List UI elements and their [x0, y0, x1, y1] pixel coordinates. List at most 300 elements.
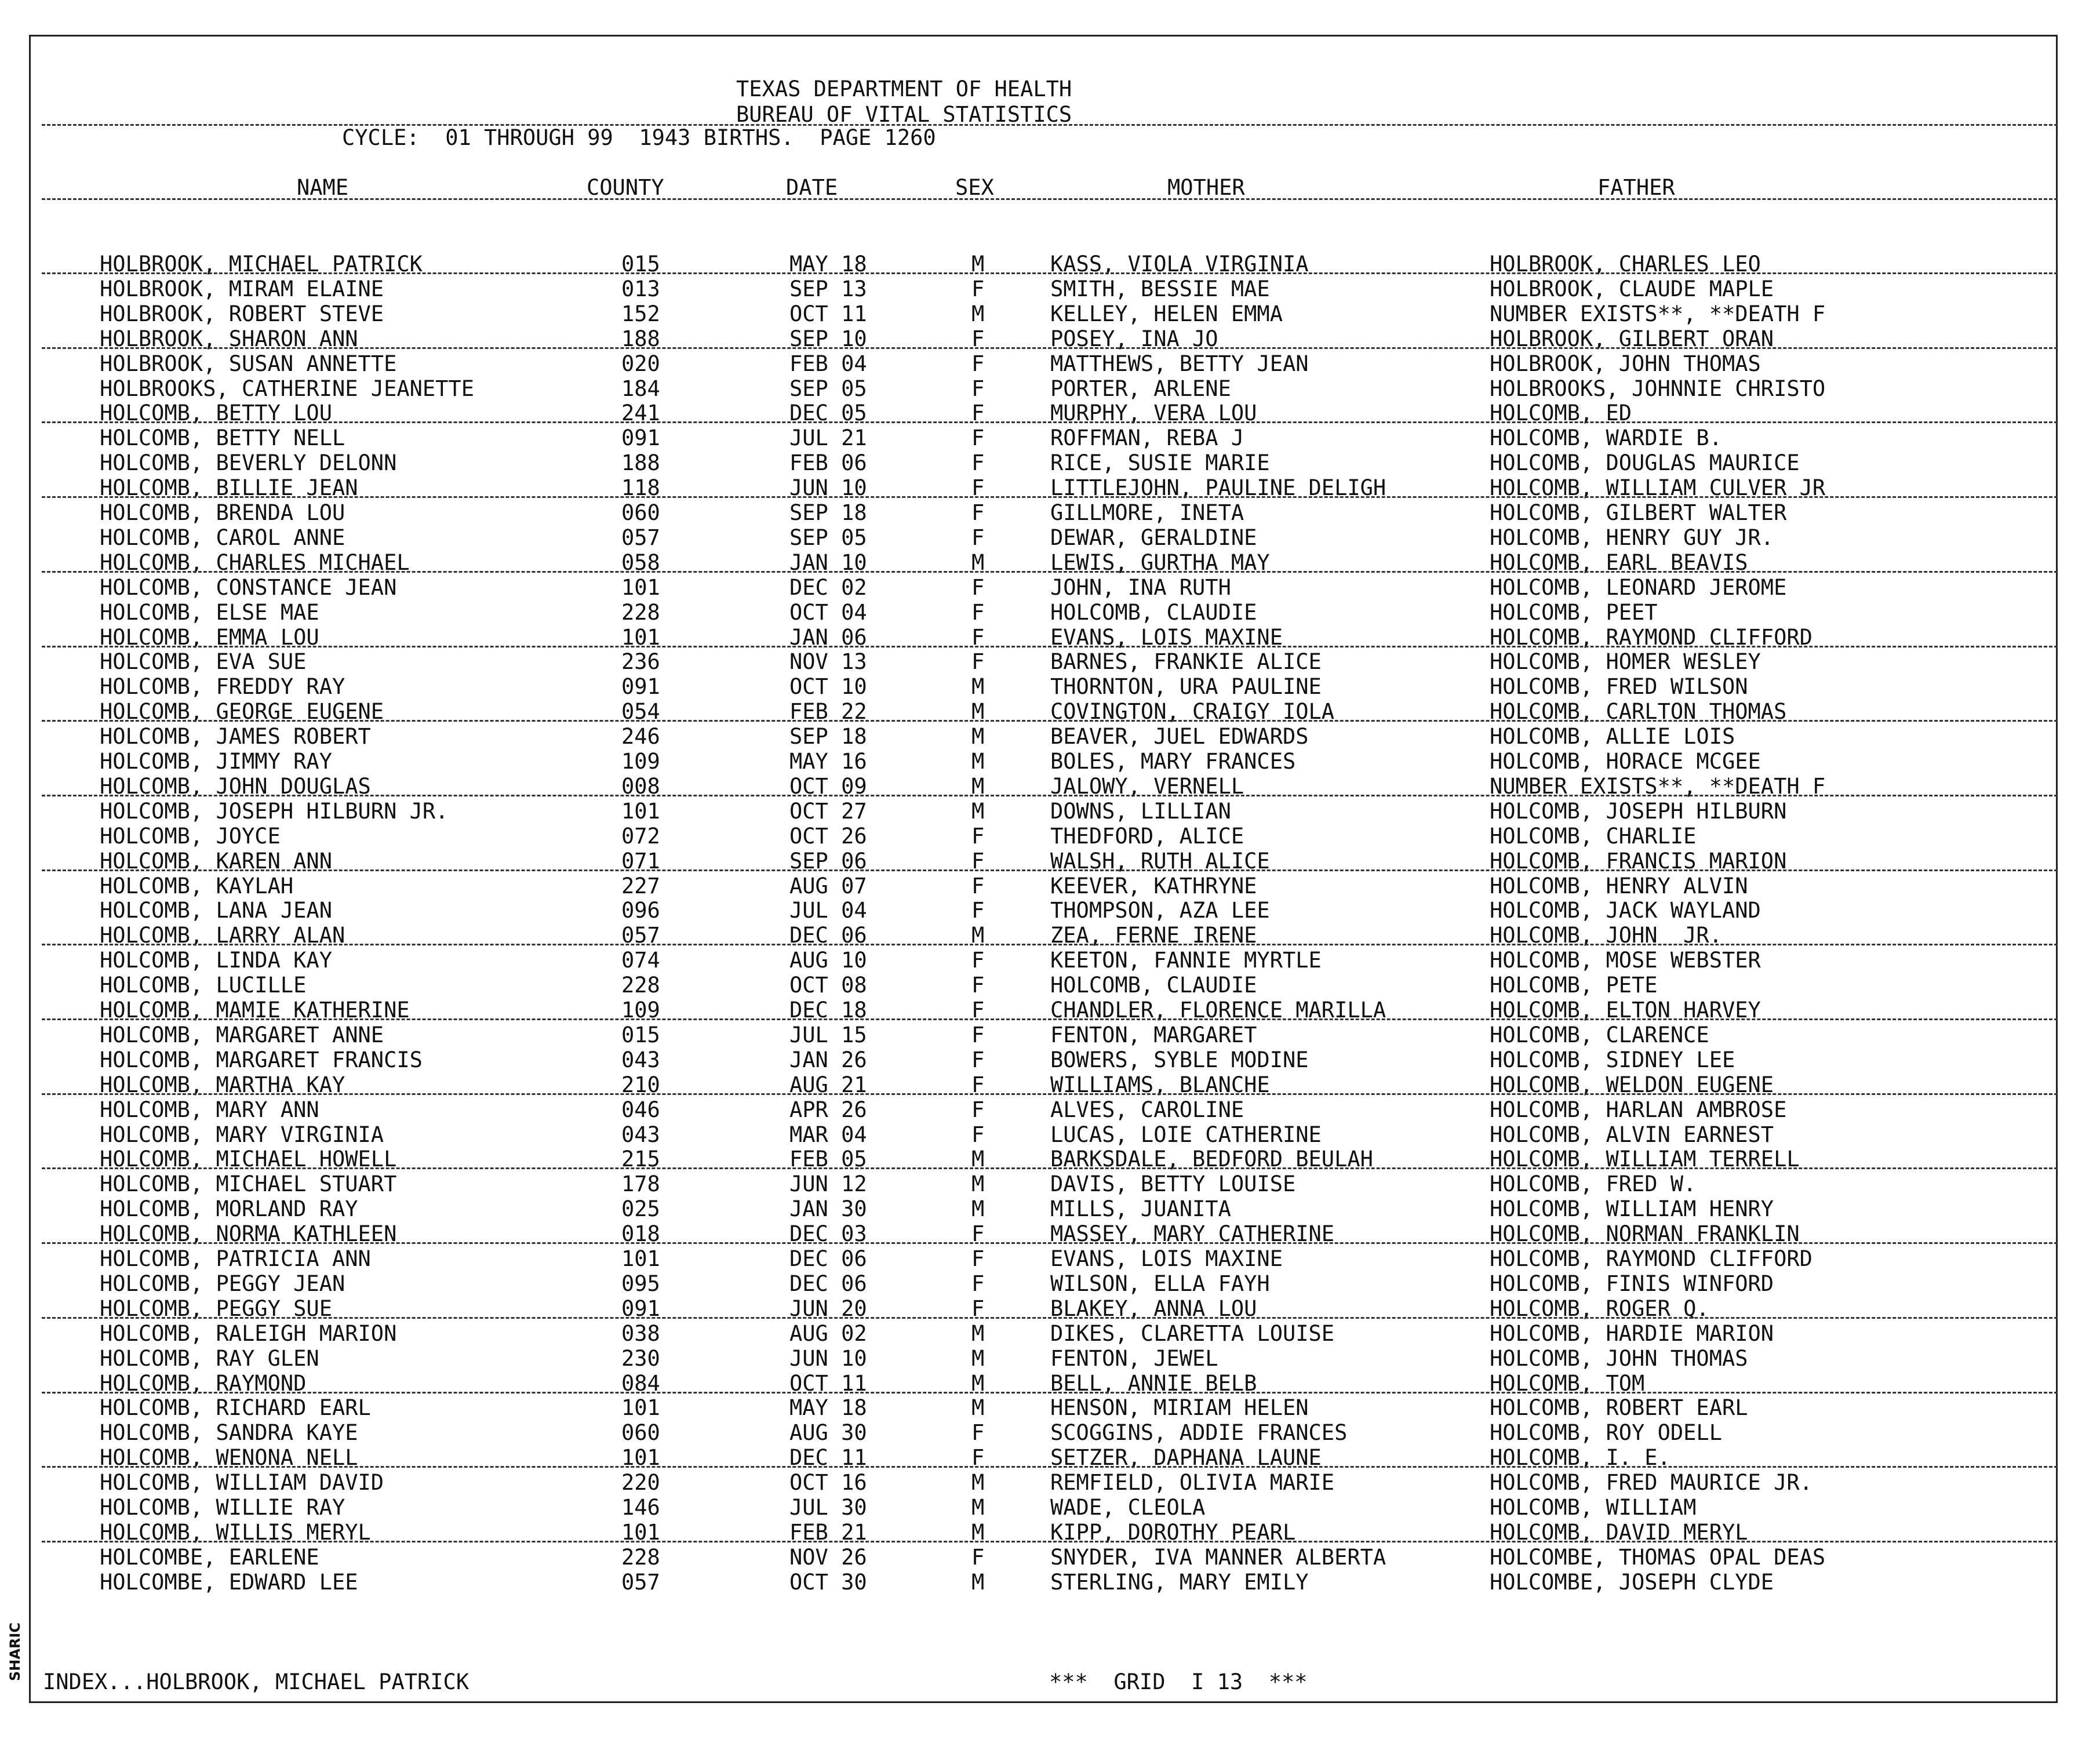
cell-date: OCT 10 — [789, 674, 867, 700]
cell-mother: MASSEY, MARY CATHERINE — [1050, 1221, 1335, 1247]
cell-mother: BLAKEY, ANNA LOU — [1050, 1296, 1257, 1321]
cell-mother: BARKSDALE, BEDFORD BEULAH — [1050, 1147, 1373, 1172]
cell-county: 096 — [621, 898, 660, 923]
cell-mother: POSEY, INA JO — [1050, 326, 1218, 351]
cell-father: NUMBER EXISTS**, **DEATH F — [1490, 773, 1826, 799]
cell-name: HOLCOMB, BETTY LOU — [100, 401, 332, 426]
cell-county: 057 — [621, 1569, 660, 1595]
cell-name: HOLCOMB, CAROL ANNE — [100, 525, 345, 550]
cell-father: HOLCOMB, SIDNEY LEE — [1490, 1047, 1735, 1072]
cell-mother: KEETON, FANNIE MYRTLE — [1050, 948, 1322, 973]
cell-county: 118 — [621, 475, 660, 501]
cell-date: MAY 16 — [789, 749, 867, 774]
cell-mother: HENSON, MIRIAM HELEN — [1050, 1395, 1309, 1421]
cell-date: DEC 11 — [789, 1445, 867, 1471]
cell-sex: F — [971, 326, 985, 351]
row-rule — [42, 795, 2058, 796]
cell-father: HOLBROOK, CHARLES LEO — [1490, 252, 1761, 277]
cell-father: HOLCOMB, ED — [1490, 401, 1632, 426]
cell-father: HOLCOMB, LEONARD JEROME — [1490, 574, 1787, 600]
cell-sex: M — [971, 773, 985, 799]
row-rule — [42, 1018, 2058, 1020]
cell-mother: DIKES, CLARETTA LOUISE — [1050, 1320, 1335, 1346]
cell-date: SEP 05 — [789, 376, 867, 401]
cell-father: HOLCOMB, FRED MAURICE JR. — [1490, 1470, 1813, 1496]
cell-mother: WILSON, ELLA FAYH — [1050, 1271, 1270, 1296]
cell-name: HOLCOMB, JIMMY RAY — [100, 749, 332, 774]
cell-county: 060 — [621, 1420, 660, 1446]
cell-name: HOLBROOK, SUSAN ANNETTE — [100, 351, 397, 376]
cell-county: 043 — [621, 1047, 660, 1072]
cell-name: HOLCOMB, PEGGY JEAN — [100, 1271, 345, 1296]
cell-county: 228 — [621, 599, 660, 625]
cell-name: HOLCOMB, BETTY NELL — [100, 425, 345, 451]
cell-sex: F — [971, 1072, 985, 1097]
cell-mother: EVANS, LOIS MAXINE — [1050, 624, 1283, 650]
cell-mother: SCOGGINS, ADDIE FRANCES — [1050, 1420, 1348, 1446]
cell-date: OCT 11 — [789, 1370, 867, 1396]
cell-sex: M — [971, 699, 985, 725]
cell-name: HOLCOMB, JAMES ROBERT — [100, 724, 371, 750]
cell-county: 228 — [621, 1544, 660, 1570]
cell-county: 058 — [621, 550, 660, 575]
cell-name: HOLCOMBE, EDWARD LEE — [100, 1569, 358, 1595]
cell-father: HOLCOMB, WARDIE B. — [1490, 425, 1722, 451]
cell-county: 008 — [621, 773, 660, 799]
cell-sex: F — [971, 351, 985, 376]
cell-county: 101 — [621, 1395, 660, 1421]
cell-mother: REMFIELD, OLIVIA MARIE — [1050, 1470, 1335, 1496]
cell-county: 230 — [621, 1345, 660, 1371]
row-rule — [42, 1242, 2058, 1244]
cell-name: HOLCOMB, LUCILLE — [100, 973, 307, 998]
cell-father: HOLBROOK, CLAUDE MAPLE — [1490, 276, 1774, 301]
cell-mother: THORNTON, URA PAULINE — [1050, 674, 1322, 700]
cell-sex: M — [971, 252, 985, 277]
cell-county: 071 — [621, 848, 660, 874]
cell-sex: M — [971, 1519, 985, 1545]
cell-father: HOLBROOK, JOHN THOMAS — [1490, 351, 1761, 376]
cell-date: DEC 06 — [789, 1246, 867, 1271]
cell-name: HOLCOMB, PATRICIA ANN — [100, 1246, 371, 1271]
cell-sex: M — [971, 1320, 985, 1346]
cell-sex: F — [971, 823, 985, 849]
cell-county: 241 — [621, 401, 660, 426]
cell-date: OCT 08 — [789, 973, 867, 998]
row-rule — [42, 272, 2058, 274]
cell-sex: M — [971, 923, 985, 948]
cell-date: JUN 10 — [789, 475, 867, 501]
cell-name: HOLCOMB, MARTHA KAY — [100, 1072, 345, 1097]
cell-name: HOLCOMB, MARGARET ANNE — [100, 1022, 384, 1047]
cell-name: HOLCOMB, EVA SUE — [100, 649, 307, 675]
cell-mother: BOWERS, SYBLE MODINE — [1050, 1047, 1309, 1072]
cell-date: SEP 18 — [789, 724, 867, 750]
cell-father: HOLCOMB, JOSEPH HILBURN — [1490, 798, 1787, 824]
cell-sex: F — [971, 998, 985, 1023]
cell-sex: M — [971, 1345, 985, 1371]
row-rule — [42, 646, 2058, 647]
cell-county: 101 — [621, 798, 660, 824]
cell-mother: BEAVER, JUEL EDWARDS — [1050, 724, 1309, 750]
cell-mother: WADE, CLEOLA — [1050, 1495, 1206, 1520]
cell-father: HOLCOMB, PETE — [1490, 973, 1658, 998]
cell-sex: M — [971, 724, 985, 750]
cell-father: HOLCOMB, CLARENCE — [1490, 1022, 1709, 1047]
cell-father: HOLCOMB, JOHN JR. — [1490, 923, 1722, 948]
cell-father: HOLCOMB, FRED WILSON — [1490, 674, 1748, 700]
cell-name: HOLCOMB, RAYMOND — [100, 1370, 307, 1396]
cell-date: DEC 06 — [789, 923, 867, 948]
cell-father: HOLCOMB, I. E. — [1490, 1445, 1670, 1471]
cell-mother: SMITH, BESSIE MAE — [1050, 276, 1270, 301]
cell-date: FEB 05 — [789, 1147, 867, 1172]
cell-date: DEC 02 — [789, 574, 867, 600]
cell-mother: HOLCOMB, CLAUDIE — [1050, 599, 1257, 625]
cell-mother: SETZER, DAPHANA LAUNE — [1050, 1445, 1322, 1471]
cell-sex: F — [971, 1271, 985, 1296]
cell-sex: F — [971, 1296, 985, 1321]
cell-mother: ROFFMAN, REBA J — [1050, 425, 1244, 451]
cell-father: HOLCOMB, HARLAN AMBROSE — [1490, 1097, 1787, 1122]
cell-name: HOLCOMB, MARY VIRGINIA — [100, 1122, 384, 1147]
cell-father: HOLCOMB, HENRY ALVIN — [1490, 873, 1748, 898]
cell-date: OCT 09 — [789, 773, 867, 799]
cell-date: FEB 22 — [789, 699, 867, 725]
cell-father: HOLCOMB, NORMAN FRANKLIN — [1490, 1221, 1800, 1247]
cell-father: HOLCOMB, ELTON HARVEY — [1490, 998, 1761, 1023]
cell-sex: F — [971, 1246, 985, 1271]
cell-sex: F — [971, 1544, 985, 1570]
row-rule — [42, 1541, 2058, 1542]
cell-father: HOLCOMB, HARDIE MARION — [1490, 1320, 1774, 1346]
cell-date: DEC 06 — [789, 1271, 867, 1296]
row-rule — [42, 421, 2058, 423]
cell-sex: F — [971, 1420, 985, 1446]
header-title: TEXAS DEPARTMENT OF HEALTH — [736, 77, 1072, 101]
cell-father: HOLCOMB, RAYMOND CLIFFORD — [1490, 1246, 1813, 1271]
cell-father: HOLCOMB, CARLTON THOMAS — [1490, 699, 1787, 725]
cell-county: 109 — [621, 998, 660, 1023]
cell-sex: F — [971, 1047, 985, 1072]
cell-sex: F — [971, 500, 985, 525]
cell-date: FEB 04 — [789, 351, 867, 376]
cell-sex: M — [971, 1395, 985, 1421]
cell-mother: FENTON, JEWEL — [1050, 1345, 1218, 1371]
cell-county: 038 — [621, 1320, 660, 1346]
cell-sex: M — [971, 674, 985, 700]
cell-date: JUN 10 — [789, 1345, 867, 1371]
cell-sex: F — [971, 525, 985, 550]
cell-date: DEC 03 — [789, 1221, 867, 1247]
cell-county: 101 — [621, 1519, 660, 1545]
cell-county: 084 — [621, 1370, 660, 1396]
cell-date: NOV 13 — [789, 649, 867, 675]
cell-county: 101 — [621, 1445, 660, 1471]
cell-county: 015 — [621, 252, 660, 277]
cell-sex: M — [971, 1196, 985, 1222]
cell-county: 074 — [621, 948, 660, 973]
row-rule — [42, 720, 2058, 722]
cell-name: HOLCOMB, MICHAEL HOWELL — [100, 1147, 397, 1172]
cell-mother: FENTON, MARGARET — [1050, 1022, 1257, 1047]
cell-sex: M — [971, 1495, 985, 1520]
cell-county: 060 — [621, 500, 660, 525]
cell-mother: THOMPSON, AZA LEE — [1050, 898, 1270, 923]
cell-date: JUL 30 — [789, 1495, 867, 1520]
cell-date: JAN 30 — [789, 1196, 867, 1222]
cell-sex: M — [971, 1147, 985, 1172]
cell-name: HOLCOMB, MICHAEL STUART — [100, 1172, 397, 1197]
cell-date: AUG 30 — [789, 1420, 867, 1446]
cell-father: HOLCOMBE, THOMAS OPAL DEAS — [1490, 1544, 1826, 1570]
cell-mother: DAVIS, BETTY LOUISE — [1050, 1172, 1296, 1197]
cell-name: HOLBROOK, SHARON ANN — [100, 326, 358, 351]
cell-father: HOLCOMB, JACK WAYLAND — [1490, 898, 1761, 923]
cell-sex: F — [971, 973, 985, 998]
cell-mother: DOWNS, LILLIAN — [1050, 798, 1231, 824]
cell-father: HOLCOMB, HOMER WESLEY — [1490, 649, 1761, 675]
row-rule — [42, 870, 2058, 871]
cell-date: SEP 10 — [789, 326, 867, 351]
cell-sex: F — [971, 948, 985, 973]
cell-county: 043 — [621, 1122, 660, 1147]
cell-name: HOLCOMB, RICHARD EARL — [100, 1395, 371, 1421]
cell-date: FEB 06 — [789, 450, 867, 476]
cell-mother: STERLING, MARY EMILY — [1050, 1569, 1309, 1595]
cell-mother: LEWIS, GURTHA MAY — [1050, 550, 1270, 575]
cell-date: OCT 27 — [789, 798, 867, 824]
cell-sex: F — [971, 898, 985, 923]
cell-name: HOLCOMB, RALEIGH MARION — [100, 1320, 397, 1346]
row-rule — [42, 347, 2058, 349]
cell-mother: ALVES, CAROLINE — [1050, 1097, 1244, 1122]
cell-sex: F — [971, 574, 985, 600]
cell-father: HOLCOMB, FINIS WINFORD — [1490, 1271, 1774, 1296]
cell-date: JUL 15 — [789, 1022, 867, 1047]
cell-father: HOLCOMB, WILLIAM CULVER JR — [1490, 475, 1826, 501]
cell-sex: F — [971, 873, 985, 898]
cell-father: HOLCOMB, ALVIN EARNEST — [1490, 1122, 1774, 1147]
cell-name: HOLCOMB, LARRY ALAN — [100, 923, 345, 948]
cell-father: HOLCOMB, JOHN THOMAS — [1490, 1345, 1748, 1371]
cell-mother: HOLCOMB, CLAUDIE — [1050, 973, 1257, 998]
cell-county: 178 — [621, 1172, 660, 1197]
cell-mother: WALSH, RUTH ALICE — [1050, 848, 1270, 874]
cell-date: MAY 18 — [789, 252, 867, 277]
cell-county: 095 — [621, 1271, 660, 1296]
cell-father: NUMBER EXISTS**, **DEATH F — [1490, 301, 1826, 326]
cell-county: 091 — [621, 1296, 660, 1321]
cell-county: 018 — [621, 1221, 660, 1247]
col-header-sex: SEX — [955, 175, 994, 200]
cell-date: SEP 13 — [789, 276, 867, 301]
cell-name: HOLBROOK, MIRAM ELAINE — [100, 276, 384, 301]
cell-father: HOLBROOK, GILBERT ORAN — [1490, 326, 1774, 351]
header-rule — [42, 124, 2058, 126]
cell-name: HOLCOMB, KAREN ANN — [100, 848, 332, 874]
cell-name: HOLCOMB, MORLAND RAY — [100, 1196, 358, 1222]
cell-sex: F — [971, 1122, 985, 1147]
cell-mother: MURPHY, VERA LOU — [1050, 401, 1257, 426]
cell-mother: RICE, SUSIE MARIE — [1050, 450, 1270, 476]
cell-name: HOLBROOK, ROBERT STEVE — [100, 301, 384, 326]
cell-date: JAN 10 — [789, 550, 867, 575]
cell-mother: LITTLEJOHN, PAULINE DELIGH — [1050, 475, 1386, 501]
cell-father: HOLCOMB, CHARLIE — [1490, 823, 1697, 849]
cell-date: SEP 06 — [789, 848, 867, 874]
cell-county: 188 — [621, 450, 660, 476]
cell-sex: F — [971, 848, 985, 874]
row-rule — [42, 1466, 2058, 1468]
cell-county: 236 — [621, 649, 660, 675]
cell-father: HOLCOMB, WELDON EUGENE — [1490, 1072, 1774, 1097]
cell-father: HOLBROOKS, JOHNNIE CHRISTO — [1490, 376, 1826, 401]
cell-mother: SNYDER, IVA MANNER ALBERTA — [1050, 1544, 1386, 1570]
cell-county: 184 — [621, 376, 660, 401]
cell-sex: M — [971, 1172, 985, 1197]
cell-county: 246 — [621, 724, 660, 750]
cell-county: 046 — [621, 1097, 660, 1122]
cell-sex: M — [971, 550, 985, 575]
cell-name: HOLCOMBE, EARLENE — [100, 1544, 319, 1570]
cell-name: HOLCOMB, LINDA KAY — [100, 948, 332, 973]
row-rule — [42, 944, 2058, 945]
cell-name: HOLCOMB, MAMIE KATHERINE — [100, 998, 410, 1023]
cell-county: 091 — [621, 425, 660, 451]
cell-county: 188 — [621, 326, 660, 351]
cell-mother: KEEVER, KATHRYNE — [1050, 873, 1257, 898]
cell-sex: F — [971, 1097, 985, 1122]
cell-mother: JOHN, INA RUTH — [1050, 574, 1231, 600]
row-rule — [42, 571, 2058, 573]
cell-father: HOLCOMB, TOM — [1490, 1370, 1645, 1396]
cell-name: HOLCOMB, NORMA KATHLEEN — [100, 1221, 397, 1247]
cell-mother: ZEA, FERNE IRENE — [1050, 923, 1257, 948]
cell-mother: KASS, VIOLA VIRGINIA — [1050, 252, 1309, 277]
cell-county: 220 — [621, 1470, 660, 1496]
cell-sex: F — [971, 1221, 985, 1247]
cell-sex: F — [971, 1445, 985, 1471]
cell-father: HOLCOMB, DAVID MERYL — [1490, 1519, 1748, 1545]
col-header-date: DATE — [786, 175, 838, 200]
cell-father: HOLCOMB, WILLIAM — [1490, 1495, 1697, 1520]
cell-county: 015 — [621, 1022, 660, 1047]
cell-father: HOLCOMB, PEET — [1490, 599, 1658, 625]
cell-date: OCT 16 — [789, 1470, 867, 1496]
cell-name: HOLBROOKS, CATHERINE JEANETTE — [100, 376, 475, 401]
cell-sex: F — [971, 599, 985, 625]
cell-date: AUG 07 — [789, 873, 867, 898]
cell-sex: M — [971, 749, 985, 774]
cell-mother: GILLMORE, INETA — [1050, 500, 1244, 525]
cell-sex: F — [971, 624, 985, 650]
cell-father: HOLCOMB, GILBERT WALTER — [1490, 500, 1787, 525]
cell-date: AUG 02 — [789, 1320, 867, 1346]
cell-date: DEC 05 — [789, 401, 867, 426]
cell-father: HOLCOMBE, JOSEPH CLYDE — [1490, 1569, 1774, 1595]
cell-father: HOLCOMB, FRANCIS MARION — [1490, 848, 1787, 874]
cell-date: OCT 11 — [789, 301, 867, 326]
cell-father: HOLCOMB, EARL BEAVIS — [1490, 550, 1748, 575]
header-cycle: CYCLE: 01 THROUGH 99 1943 BIRTHS. PAGE 1260 — [342, 125, 936, 150]
cell-name: HOLCOMB, PEGGY SUE — [100, 1296, 332, 1321]
cell-name: HOLCOMB, BILLIE JEAN — [100, 475, 358, 501]
cell-date: OCT 26 — [789, 823, 867, 849]
col-header-father: FATHER — [1597, 175, 1675, 200]
cell-name: HOLCOMB, JOYCE — [100, 823, 281, 849]
cell-sex: F — [971, 401, 985, 426]
cell-date: SEP 18 — [789, 500, 867, 525]
cell-mother: BOLES, MARY FRANCES — [1050, 749, 1296, 774]
cell-date: JAN 26 — [789, 1047, 867, 1072]
cell-name: HOLCOMB, BRENDA LOU — [100, 500, 345, 525]
header-bureau: BUREAU OF VITAL STATISTICS — [736, 102, 1072, 127]
cell-county: 152 — [621, 301, 660, 326]
cell-date: JUN 20 — [789, 1296, 867, 1321]
cell-name: HOLCOMB, JOSEPH HILBURN JR. — [100, 798, 449, 824]
footer-index: INDEX...HOLBROOK, MICHAEL PATRICK — [43, 1669, 470, 1694]
cell-mother: MATTHEWS, BETTY JEAN — [1050, 351, 1309, 376]
cell-county: 215 — [621, 1147, 660, 1172]
cell-mother: KELLEY, HELEN EMMA — [1050, 301, 1283, 326]
cell-sex: M — [971, 798, 985, 824]
cell-father: HOLCOMB, ROBERT EARL — [1490, 1395, 1748, 1421]
cell-name: HOLCOMB, WENONA NELL — [100, 1445, 358, 1471]
cell-county: 091 — [621, 674, 660, 700]
cell-date: NOV 26 — [789, 1544, 867, 1570]
cell-sex: F — [971, 276, 985, 301]
cell-mother: CHANDLER, FLORENCE MARILLA — [1050, 998, 1386, 1023]
cell-name: HOLCOMB, CONSTANCE JEAN — [100, 574, 397, 600]
cell-date: MAR 04 — [789, 1122, 867, 1147]
cell-name: HOLCOMB, WILLIE RAY — [100, 1495, 345, 1520]
cell-county: 228 — [621, 973, 660, 998]
cell-mother: PORTER, ARLENE — [1050, 376, 1231, 401]
cell-sex: F — [971, 649, 985, 675]
column-header-rule — [42, 198, 2058, 200]
cell-sex: F — [971, 475, 985, 501]
row-rule — [42, 1317, 2058, 1319]
cell-county: 057 — [621, 923, 660, 948]
cell-name: HOLCOMB, MARGARET FRANCIS — [100, 1047, 423, 1072]
cell-father: HOLCOMB, WILLIAM HENRY — [1490, 1196, 1774, 1222]
cell-county: 227 — [621, 873, 660, 898]
col-header-name: NAME — [297, 175, 349, 200]
cell-father: HOLCOMB, ROY ODELL — [1490, 1420, 1722, 1446]
cell-mother: BELL, ANNIE BELB — [1050, 1370, 1257, 1396]
cell-name: HOLCOMB, KAYLAH — [100, 873, 294, 898]
cell-county: 101 — [621, 1246, 660, 1271]
cell-father: HOLCOMB, WILLIAM TERRELL — [1490, 1147, 1800, 1172]
cell-sex: F — [971, 450, 985, 476]
cell-father: HOLCOMB, HORACE MCGEE — [1490, 749, 1761, 774]
cell-mother: MILLS, JUANITA — [1050, 1196, 1231, 1222]
cell-date: FEB 21 — [789, 1519, 867, 1545]
cell-date: JAN 06 — [789, 624, 867, 650]
cell-father: HOLCOMB, MOSE WEBSTER — [1490, 948, 1761, 973]
cell-name: HOLBROOK, MICHAEL PATRICK — [100, 252, 423, 277]
cell-county: 020 — [621, 351, 660, 376]
cell-name: HOLCOMB, SANDRA KAYE — [100, 1420, 358, 1446]
cell-date: JUL 04 — [789, 898, 867, 923]
row-rule — [42, 1167, 2058, 1169]
cell-name: HOLCOMB, LANA JEAN — [100, 898, 332, 923]
cell-date: OCT 30 — [789, 1569, 867, 1595]
cell-mother: DEWAR, GERALDINE — [1050, 525, 1257, 550]
cell-county: 072 — [621, 823, 660, 849]
cell-county: 025 — [621, 1196, 660, 1222]
